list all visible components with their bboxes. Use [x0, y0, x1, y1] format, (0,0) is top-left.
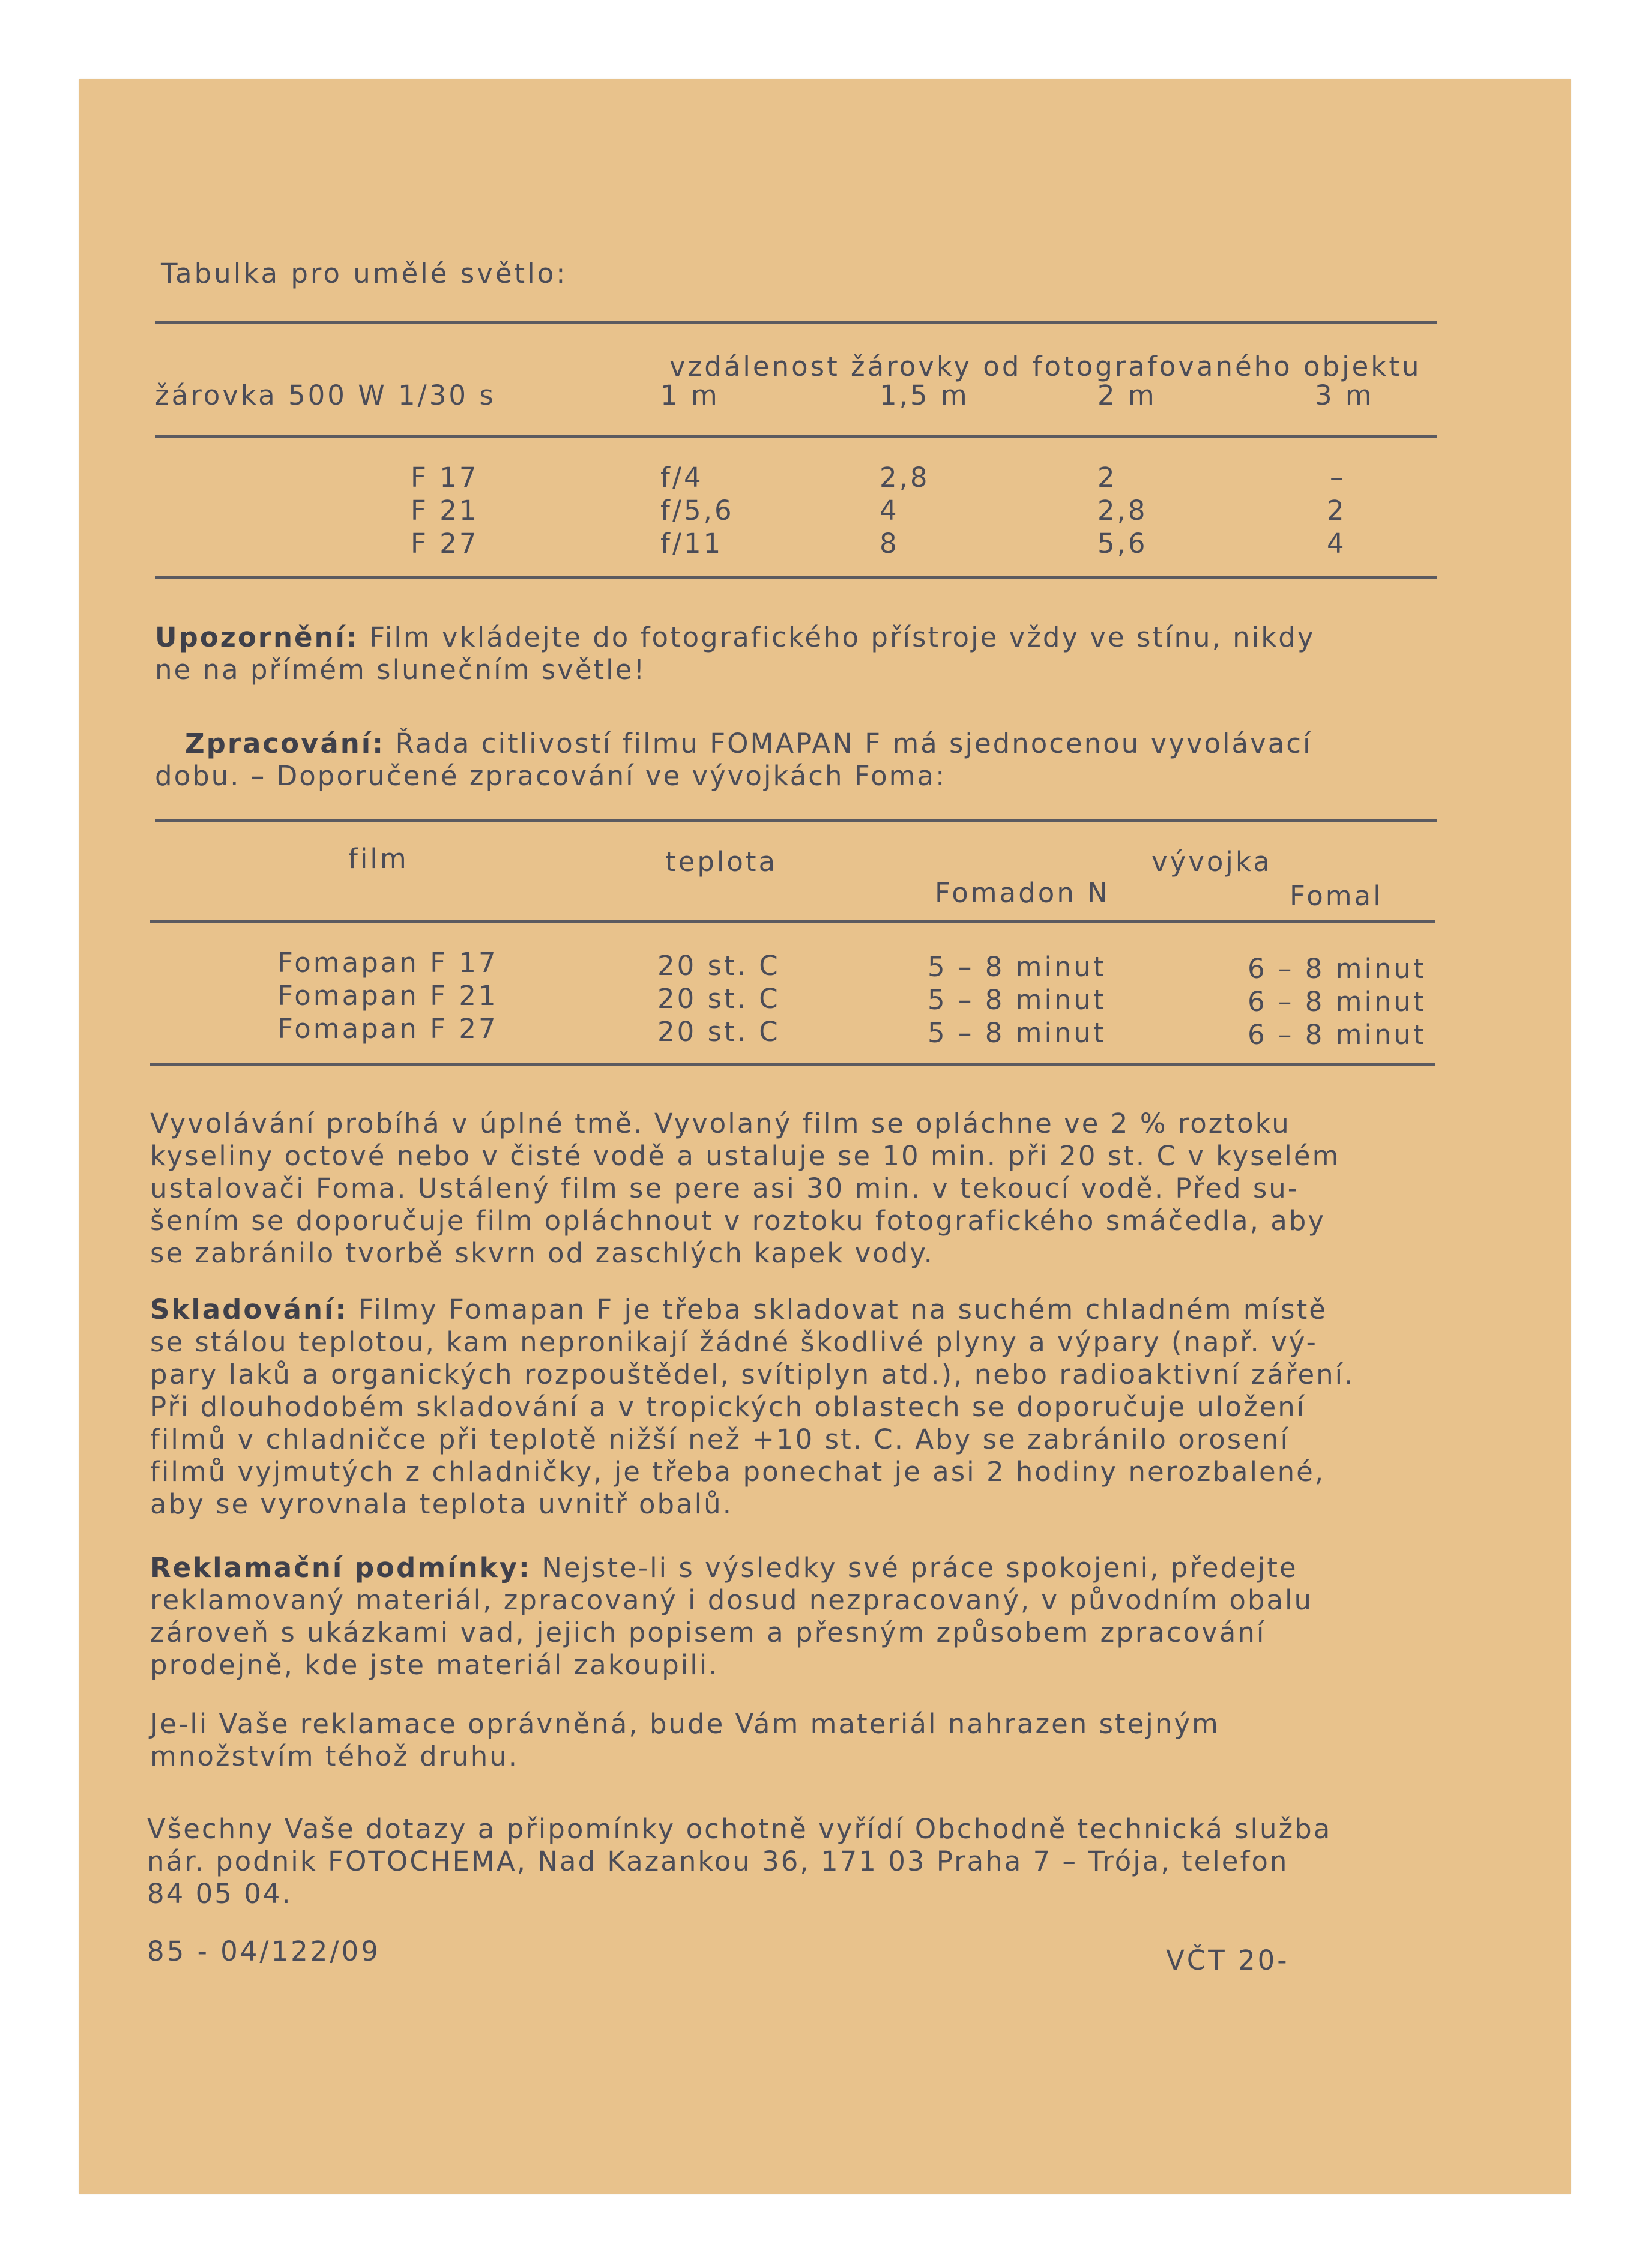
developing-line: ustalovači Foma. Ustálený film se pere asi 30 min. v tekoucí vodě. Před su- — [150, 1172, 1300, 1204]
table2-row-dev1: 5 – 8 minut — [928, 951, 1106, 983]
table1-cell: f/5,6 — [660, 495, 734, 526]
table2-row-temp: 20 st. C — [657, 983, 780, 1015]
table1-title: Tabulka pro umělé světlo: — [161, 258, 568, 289]
contact-line: 84 05 04. — [147, 1878, 292, 1910]
replacement-line: množstvím téhož druhu. — [150, 1740, 519, 1772]
table2-mid-rule — [150, 920, 1435, 923]
developing-line: kyseliny octové nebo v čisté vodě a ustaluje se 10 min. při 20 st. C v kyselém — [150, 1140, 1341, 1172]
storage-line: se stálou teplotou, kam nepronikají žádné škodlivé plyny a výpary (např. vý- — [150, 1326, 1318, 1358]
processing-paragraph — [155, 728, 1312, 792]
claims-line: reklamovaný materiál, zpracovaný i dosud nezpracovaný, v původním obalu — [150, 1584, 1314, 1616]
replacement-line: Je-li Vaše reklamace oprávněná, bude Vám materiál nahrazen stejným — [150, 1708, 1220, 1740]
table1-distance-1: 1 m — [660, 379, 720, 411]
table1-bottom-rule — [155, 576, 1437, 579]
storage-line: filmů v chladničce při teplotě nižší než +10 st. C. Aby se zabránilo orosení — [150, 1423, 1290, 1455]
storage-label: Skladování: — [150, 1294, 348, 1326]
table2-bottom-rule — [150, 1063, 1435, 1066]
table2-row-dev2: 6 – 8 minut — [1248, 953, 1426, 985]
table1-top-rule — [155, 321, 1437, 324]
storage-line: aby se vyrovnala teplota uvnitř obalů. — [150, 1488, 733, 1520]
table1-cell: 2 — [1097, 462, 1117, 493]
contact-line: nár. podnik FOTOCHEMA, Nad Kazankou 36, 171 03 Praha 7 – Trója, telefon — [147, 1845, 1289, 1877]
table2-row-dev1: 5 – 8 minut — [928, 984, 1106, 1016]
claims-line: Nejste-li s výsledky své práce spokojeni, předejte — [542, 1552, 1298, 1584]
processing-label: Zpracování: — [185, 728, 385, 759]
claims-paragraph — [150, 1552, 1313, 1681]
table2-row-dev2: 6 – 8 minut — [1248, 986, 1426, 1018]
developing-line: se zabránilo tvorbě skvrn od zaschlých kapek vody. — [150, 1237, 934, 1269]
table2-header-film: film — [348, 843, 409, 875]
table1-distance-2: 1,5 m — [880, 379, 970, 411]
developing-line: Vyvolávání probíhá v úplné tmě. Vyvolaný film se opláchne ve 2 % roztoku — [150, 1108, 1291, 1139]
table1-cell: 2 — [1327, 495, 1347, 526]
storage-line: Při dlouhodobém skladování a v tropických oblastech se doporučuje uložení — [150, 1391, 1306, 1423]
warning-label: Upozornění: — [155, 621, 359, 653]
claims-line: zároveň s ukázkami vad, jejich popisem a přesným způsobem zpracování — [150, 1617, 1266, 1648]
table1-cell: 4 — [1327, 528, 1347, 559]
warning-paragraph — [155, 621, 1315, 686]
table1-cell: f/4 — [660, 462, 704, 493]
claims-label: Reklamační podmínky: — [150, 1552, 531, 1584]
replacement-paragraph — [150, 1708, 1220, 1773]
table2-row-film: Fomapan F 21 — [277, 980, 498, 1012]
storage-paragraph — [150, 1294, 1355, 1521]
storage-line: pary laků a organických rozpouštědel, svítiplyn atd.), nebo radioaktivní záření. — [150, 1359, 1355, 1390]
table1-row-film: F 17 — [411, 462, 479, 493]
table1-cell: 8 — [880, 528, 899, 559]
table1-cell: 4 — [880, 495, 899, 526]
table2-row-film: Fomapan F 27 — [277, 1013, 498, 1045]
table2-row-film: Fomapan F 17 — [277, 947, 498, 979]
table2-developer-1: Fomadon N — [935, 877, 1110, 909]
table1-row-film: F 21 — [411, 495, 479, 526]
contact-line: Všechny Vaše dotazy a připomínky ochotně vyřídí Obchodně technická služba — [147, 1813, 1332, 1845]
table2-row-dev2: 6 – 8 minut — [1248, 1019, 1426, 1051]
developing-line: šením se doporučuje film opláchnout v roztoku fotografického smáčedla, aby — [150, 1205, 1326, 1237]
table1-cell: – — [1330, 462, 1346, 493]
processing-line: Řada citlivostí filmu FOMAPAN F má sjednocenou vyvolávací — [395, 728, 1312, 759]
footer-print-code: 85 - 04/122/09 — [147, 1935, 381, 1967]
table2-row-temp: 20 st. C — [657, 950, 780, 982]
warning-line: ne na přímém slunečním světle! — [155, 654, 647, 686]
footer-mark: VČT 20- — [1166, 1944, 1290, 1976]
table1-cell: 2,8 — [880, 462, 930, 493]
table1-mid-rule — [155, 435, 1437, 438]
table2-row-temp: 20 st. C — [657, 1016, 780, 1048]
table2-header-temp: teplota — [665, 846, 778, 878]
storage-line: filmů vyjmutých z chladničky, je třeba ponechat je asi 2 hodiny nerozbalené, — [150, 1456, 1326, 1488]
table1-cell: 5,6 — [1097, 528, 1148, 559]
table1-cell: 2,8 — [1097, 495, 1148, 526]
table2-header-developer: vývojka — [1152, 846, 1272, 878]
contact-paragraph — [147, 1813, 1332, 1910]
table1-cell: f/11 — [660, 528, 723, 559]
table1-header-lamp: žárovka 500 W 1/30 s — [155, 379, 496, 411]
table2-row-dev1: 5 – 8 minut — [928, 1017, 1106, 1049]
developing-paragraph — [150, 1108, 1340, 1270]
warning-line: Film vkládejte do fotografického přístroje vždy ve stínu, nikdy — [369, 621, 1315, 653]
table1-distance-3: 2 m — [1097, 379, 1157, 411]
table2-top-rule — [155, 819, 1437, 822]
table1-distance-4: 3 m — [1315, 379, 1374, 411]
table2-developer-2: Fomal — [1290, 880, 1383, 912]
processing-line: dobu. – Doporučené zpracování ve vývojkách Foma: — [155, 760, 947, 792]
table1-header-distance: vzdálenost žárovky od fotografovaného objektu — [669, 351, 1422, 382]
storage-line: Filmy Fomapan F je třeba skladovat na suchém chladném místě — [358, 1294, 1327, 1326]
table1-row-film: F 27 — [411, 528, 479, 559]
claims-line: prodejně, kde jste materiál zakoupili. — [150, 1649, 719, 1681]
